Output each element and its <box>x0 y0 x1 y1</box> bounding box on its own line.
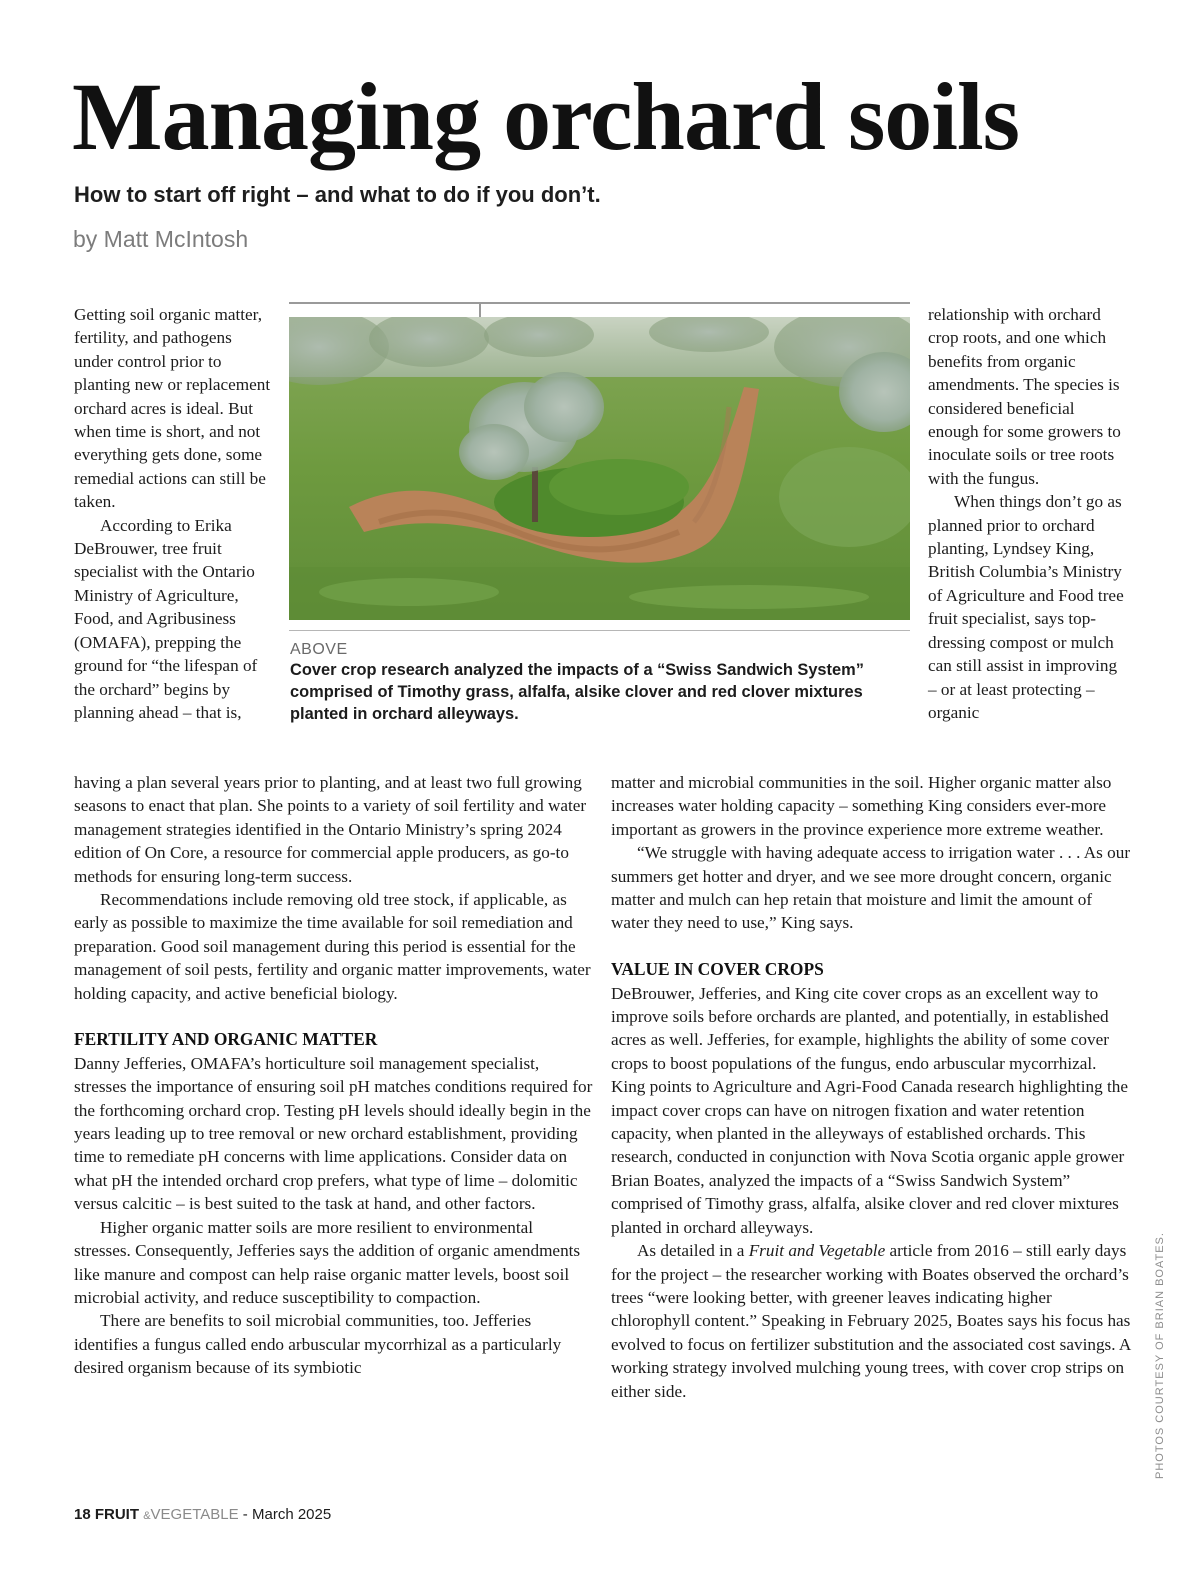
paragraph: When things don’t go as planned prior to orchard planting, Lyndsey King, British Columbia’s Ministry of Agriculture and Food tree fruit specialist, says top-dressing compost or mulch can still assist in improving – or at least protecting – organic <box>928 492 1124 722</box>
photo-rule-tick <box>479 304 481 318</box>
paragraph: There are benefits to soil microbial communities, too. Jefferies identifies a fungus called endo arbuscular mycorrhizal as a particularly desired organism because of its symbiotic <box>74 1311 562 1378</box>
photo-credit: PHOTOS COURTESY OF BRIAN BOATES. <box>1154 1232 1166 1479</box>
paragraph: “We struggle with having adequate access to irrigation water . . . As our summers get hotter and dryer, and we see more drought concern, organic matter and mulch can hep retain that moisture and limit the amount of water they need to use,” King says. <box>611 843 1131 933</box>
paragraph: having a plan several years prior to planting, and at least two full growing seasons to enact that plan. She points to a variety of soil fertility and water management strategies identified in the Ontario Ministry’s spring 2024 edition of On Core, a resource for commercial apple producers, as go-to methods for ensuring long-term success. <box>74 773 587 886</box>
issue-date: March 2025 <box>251 1506 332 1523</box>
right-column <box>611 771 1131 1403</box>
paragraph: According to Erika DeBrouwer, tree fruit specialist with the Ontario Ministry of Agriculture, Food, and Agribusiness (OMAFA), prepping the ground for “the lifespan of the orchard” begins by planning ahead – that is, <box>74 515 258 722</box>
paragraph: Getting soil organic matter, fertility, and pathogens under control prior to planting new or replacement orchard acres is ideal. But when time is short, and not everything gets done, some remedial actions can still be taken. <box>74 305 271 512</box>
left-narrow-column <box>74 303 274 724</box>
photo-caption: Cover crop research analyzed the impacts of a “Swiss Sandwich System” comprised of Timothy grass, alfalfa, alsike clover and red clover mixtures planted in orchard alleyways. <box>290 661 864 723</box>
caption-label: ABOVE <box>290 641 348 658</box>
deck-subtitle: How to start off right – and what to do if you don’t. <box>74 182 601 207</box>
left-column <box>74 771 594 1380</box>
page-footer: 18 FRUIT &VEGETABLE - March 2025 <box>74 1506 332 1523</box>
caption-rule <box>289 630 910 631</box>
section-heading-fertility: FERTILITY AND ORGANIC MATTER <box>74 1029 378 1050</box>
orchard-cover-crop-photo <box>289 317 910 620</box>
paragraph: matter and microbial communities in the soil. Higher organic matter also increases water holding capacity – something King considers ever-more important as growers in the province experience more extreme weather. <box>611 773 1112 839</box>
right-narrow-column <box>928 303 1128 724</box>
magazine-name-fruit: FRUIT <box>94 1506 140 1523</box>
paragraph: Higher organic matter soils are more resilient to environmental stresses. Consequently, Jefferies says the addition of organic amendments like manure and compost can help raise organic matter levels, boost soil microbial activity, and reduce susceptibility to compaction. <box>74 1217 581 1307</box>
paragraph: Recommendations include removing old tree stock, if applicable, as early as possible to maximize the time available for soil remediation and preparation. Good soil management during this period is essential for the management of soil pests, fertility and organic matter improvements, water holding capacity, and active beneficial biology. <box>74 890 591 1003</box>
magazine-name-vegetable: VEGETABLE <box>150 1506 239 1523</box>
paragraph: Danny Jefferies, OMAFA’s horticulture soil management specialist, stresses the importance of ensuring soil pH matches conditions required for the forthcoming orchard crop. Testing pH levels should ideally begin in the years leading up to tree removal or new orchard establishment, providing time to remediate pH concerns with lime applications. Consider data on what pH the intended orchard crop prefers, what type of lime – dolomitic versus calcitic – is best suited to the task at hand, and other factors. <box>74 1053 593 1214</box>
section-heading-cover-crops: VALUE IN COVER CROPS <box>611 959 824 980</box>
paragraph: relationship with orchard crop roots, and one which benefits from organic amendments. The species is considered beneficial enough for some growers to inoculate soils or tree roots with the fungus. <box>928 305 1121 488</box>
page-number: 18 <box>74 1506 91 1523</box>
headline: Managing orchard soils <box>72 63 1019 170</box>
paragraph: DeBrouwer, Jefferies, and King cite cover crops as an excellent way to improve soils before orchards are planted, and potentially, in established acres as well. Jefferies, for example, highlights the ability of some cover crops to boost populations of the fungus, endo arbuscular mycorrhizal. King points to Agriculture and Agri-Food Canada research highlighting the impact cover crops can have on nitrogen fixation and water retention capacity, when planted in the alleyways of established orchards. This research, conducted in conjunction with Nova Scotia organic apple grower Brian Boates, analyzed the impacts of a “Swiss Sandwich System” comprised of Timothy grass, alfalfa, alsike clover and red clover mixtures planted in orchard alleyways. <box>611 983 1128 1237</box>
magazine-ampersand: & <box>143 1510 151 1522</box>
paragraph: As detailed in a Fruit and Vegetable article from 2016 – still early days for the project – the researcher working with Boates observed the orchard’s trees “were looking better, with greener leaves indicating higher chlorophyll content.” Speaking in February 2025, Boates says his focus has evolved to focus on fertilizer substitution and the associated cost savings. A working strategy involved mulching young trees, with cover crop strips on either side. <box>611 1241 1131 1401</box>
photo-top-rule <box>289 302 910 304</box>
byline: by Matt McIntosh <box>73 226 249 252</box>
